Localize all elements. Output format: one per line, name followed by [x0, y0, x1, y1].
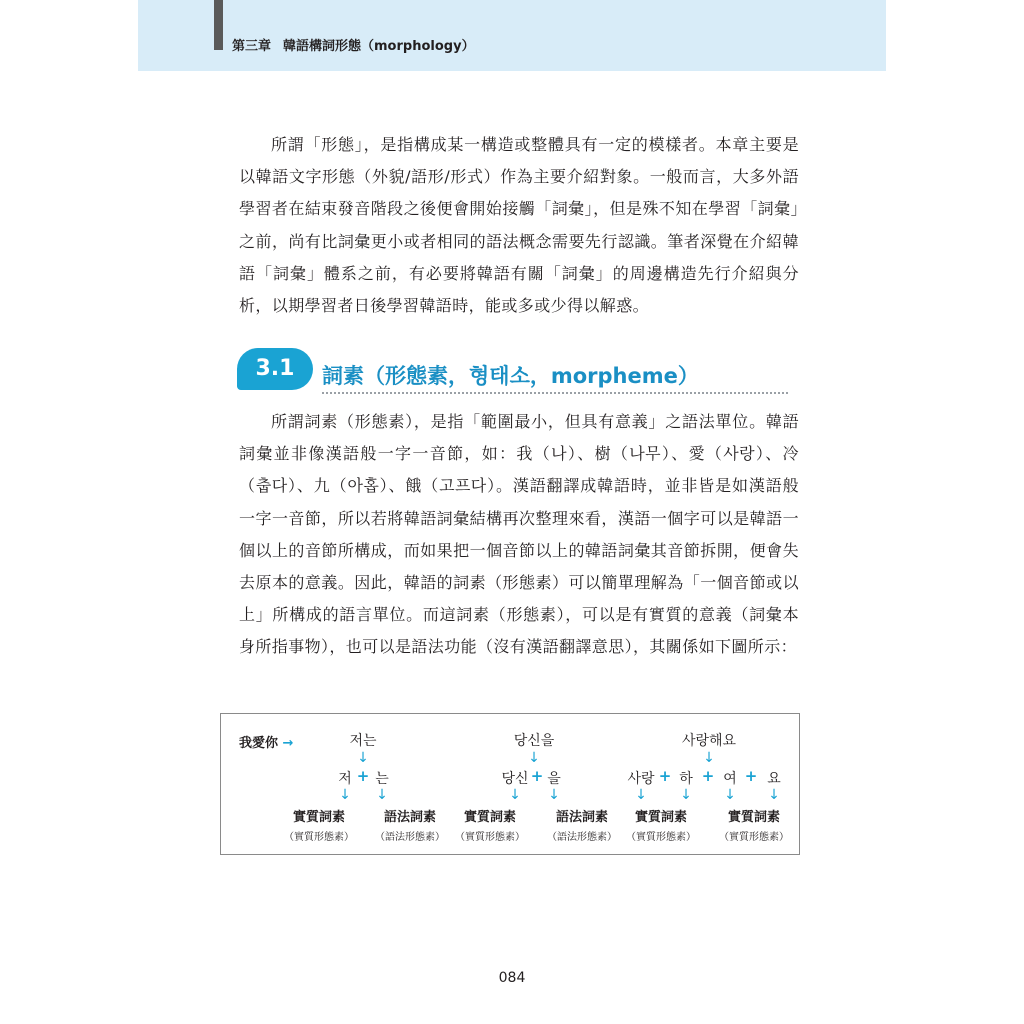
section-title: 詞素（形態素，형태소，morpheme） — [322, 364, 699, 388]
diagram-lead-text: 我愛你 — [239, 736, 279, 751]
header-accent-bar — [214, 0, 223, 50]
morpheme-diagram — [220, 713, 800, 855]
morpheme-5: 사랑 — [627, 771, 655, 787]
morpheme-2: 는 — [375, 771, 389, 787]
plus-icon: + — [530, 767, 544, 785]
word-2: 당신을 — [513, 733, 555, 749]
down-arrow-icon: ↓ — [635, 787, 647, 803]
morpheme-3: 당신 — [501, 771, 529, 787]
plus-icon: + — [744, 767, 758, 785]
chapter-header — [232, 35, 475, 54]
down-arrow-icon: ↓ — [376, 787, 388, 803]
body-paragraph: 所謂詞素（形態素），是指「範圍最小，但具有意義」之語法單位。韓語詞彙並非像漢語般一字一音節，如：我（나）、樹（나무）、愛（사랑）、冷（춥다）、九（아홉）、餓（고프다）。漢語翻譯成韓語時，並非皆是如漢語般一字一音節，所以若將韓語詞彙結構再次整理來看，漢語一個字可以是韓語一個以上的音節所構成，而如果把一個音節以上的韓語詞彙其音節拆開，便會失去原本的意義。因此，韓語的詞素（形態素）可以簡單理解為「一個音節或以上」所構成的語言單位。而這詞素（形態素），可以是有實質的意義（詞彙本身所指事物），也可以是語法功能（沒有漢語翻譯意思），其關係如下圖所示： — [239, 412, 799, 657]
morpheme-4: 을 — [547, 771, 561, 787]
down-arrow-icon: ↓ — [528, 750, 540, 766]
down-arrow-icon: ↓ — [509, 787, 521, 803]
chapter-number: 第三章 — [232, 39, 272, 54]
down-arrow-icon: ↓ — [548, 787, 560, 803]
category-sub-2: （語法形態素） — [375, 832, 445, 843]
category-label-2: 語法詞素 — [383, 810, 437, 825]
plus-icon: + — [356, 767, 370, 785]
morpheme-8: 요 — [767, 771, 781, 787]
category-sub-5: （實質形態素） — [626, 832, 696, 843]
plus-icon: + — [701, 767, 715, 785]
section-dotted-rule — [322, 392, 788, 394]
category-label-1: 實質詞素 — [292, 810, 346, 825]
plus-icon: + — [658, 767, 672, 785]
category-sub-3: （實質形態素） — [455, 832, 525, 843]
chapter-title: 韓語構詞形態（morphology） — [283, 39, 475, 54]
word-3: 사랑해요 — [681, 733, 737, 749]
down-arrow-icon: ↓ — [703, 750, 715, 766]
category-sub-1: （實質形態素） — [284, 832, 354, 843]
right-arrow-icon: → — [282, 736, 294, 751]
category-sub-6: （實質形態素） — [719, 832, 789, 843]
word-1: 저는 — [349, 733, 377, 749]
morpheme-7: 여 — [723, 771, 737, 787]
down-arrow-icon: ↓ — [339, 787, 351, 803]
morpheme-6: 하 — [679, 771, 693, 787]
category-sub-4: （語法形態素） — [547, 832, 617, 843]
category-label-4: 語法詞素 — [555, 810, 609, 825]
intro-paragraph: 所謂「形態」，是指構成某一構造或整體具有一定的模樣者。本章主要是以韓語文字形態（外貌/語形/形式）作為主要介紹對象。一般而言，大多外語學習者在結束發音階段之後便會開始接觸「詞彙」，但是殊不知在學習「詞彙」之前，尚有比詞彙更小或者相同的語法概念需要先行認識。筆者深覺在介紹韓語「詞彙」體系之前，有必要將韓語有關「詞彙」的周邊構造先行介紹與分析，以期學習者日後學習韓語時，能或多或少得以解惑。 — [239, 135, 799, 316]
diagram-lead — [239, 732, 293, 751]
down-arrow-icon: ↓ — [724, 787, 736, 803]
category-label-6: 實質詞素 — [727, 810, 781, 825]
down-arrow-icon: ↓ — [357, 750, 369, 766]
page-number: 084 — [498, 970, 526, 986]
category-label-3: 實質詞素 — [463, 810, 517, 825]
section-number-badge: 3.1 — [237, 348, 313, 390]
down-arrow-icon: ↓ — [768, 787, 780, 803]
down-arrow-icon: ↓ — [680, 787, 692, 803]
category-label-5: 實質詞素 — [634, 810, 688, 825]
morpheme-1: 저 — [338, 771, 352, 787]
